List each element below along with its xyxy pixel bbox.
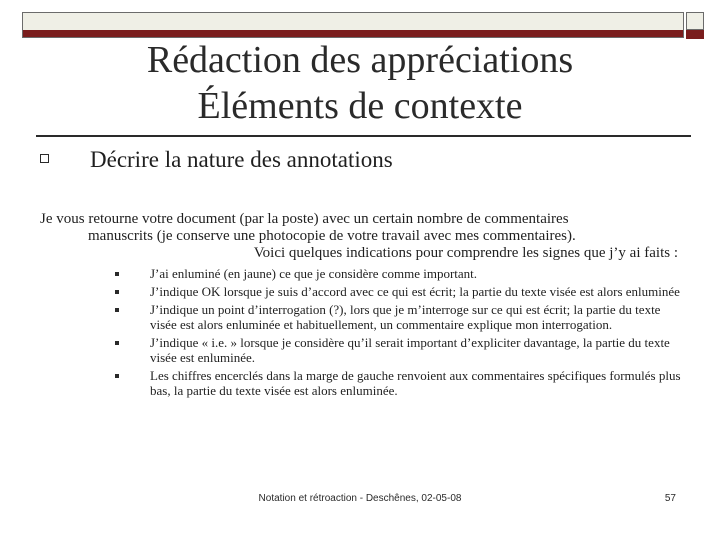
list-item-text: J’indique « i.e. » lorsque je considère qu’il serait important d’expliciter davantage, la partie du texte visée est enluminée. (150, 335, 670, 365)
top-decorative-bar (22, 12, 684, 38)
annotation-list (112, 266, 682, 401)
intro-line: manuscrits (je conserve une photocopie de votre travail avec mes commentaires). (88, 228, 576, 244)
intro-line: Je vous retourne votre document (par la poste) avec un certain nombre de commentaires (40, 211, 569, 227)
slide-title-line2: Éléments de contexte (197, 85, 523, 127)
list-item-text: J’indique OK lorsque je suis d’accord avec ce qui est écrit; la partie du texte visée est alors enluminée (150, 284, 680, 299)
bullet-dot-icon (115, 341, 119, 345)
title-divider (36, 135, 691, 137)
bullet-dot-icon (115, 290, 119, 294)
corner-square-light (686, 12, 704, 30)
list-item (112, 284, 682, 299)
main-bullet-text: Décrire la nature des annotations (90, 147, 393, 172)
bullet-dot-icon (115, 374, 119, 378)
list-item (112, 335, 682, 365)
bullet-dot-icon (115, 272, 119, 276)
list-item-text: J’indique un point d’interrogation (?), lors que je m’interroge sur ce qui est écrit; la partie du texte visée est alors enluminée et habituellement, un commentaire explique mon interrogation. (150, 302, 661, 332)
slide-title-line1: Rédaction des appréciations (146, 39, 574, 81)
list-item (112, 266, 682, 281)
list-item (112, 368, 682, 398)
page-number: 57 (664, 493, 676, 504)
bullet-dot-icon (115, 308, 119, 312)
list-item-text: Les chiffres encerclés dans la marge de gauche renvoient aux commentaires spécifiques formulés plus bas, la partie du texte visée est alors enluminée. (150, 368, 681, 398)
list-item (112, 302, 682, 332)
intro-paragraph (40, 211, 678, 262)
slide-footer: Notation et rétroaction - Deschênes, 02-05-08 (258, 493, 462, 504)
intro-line: Voici quelques indications pour comprendre les signes que j’y ai faits : (253, 245, 678, 261)
square-bullet-icon (40, 154, 49, 163)
list-item-text: J’ai enluminé (en jaune) ce que je considère comme important. (150, 266, 478, 281)
